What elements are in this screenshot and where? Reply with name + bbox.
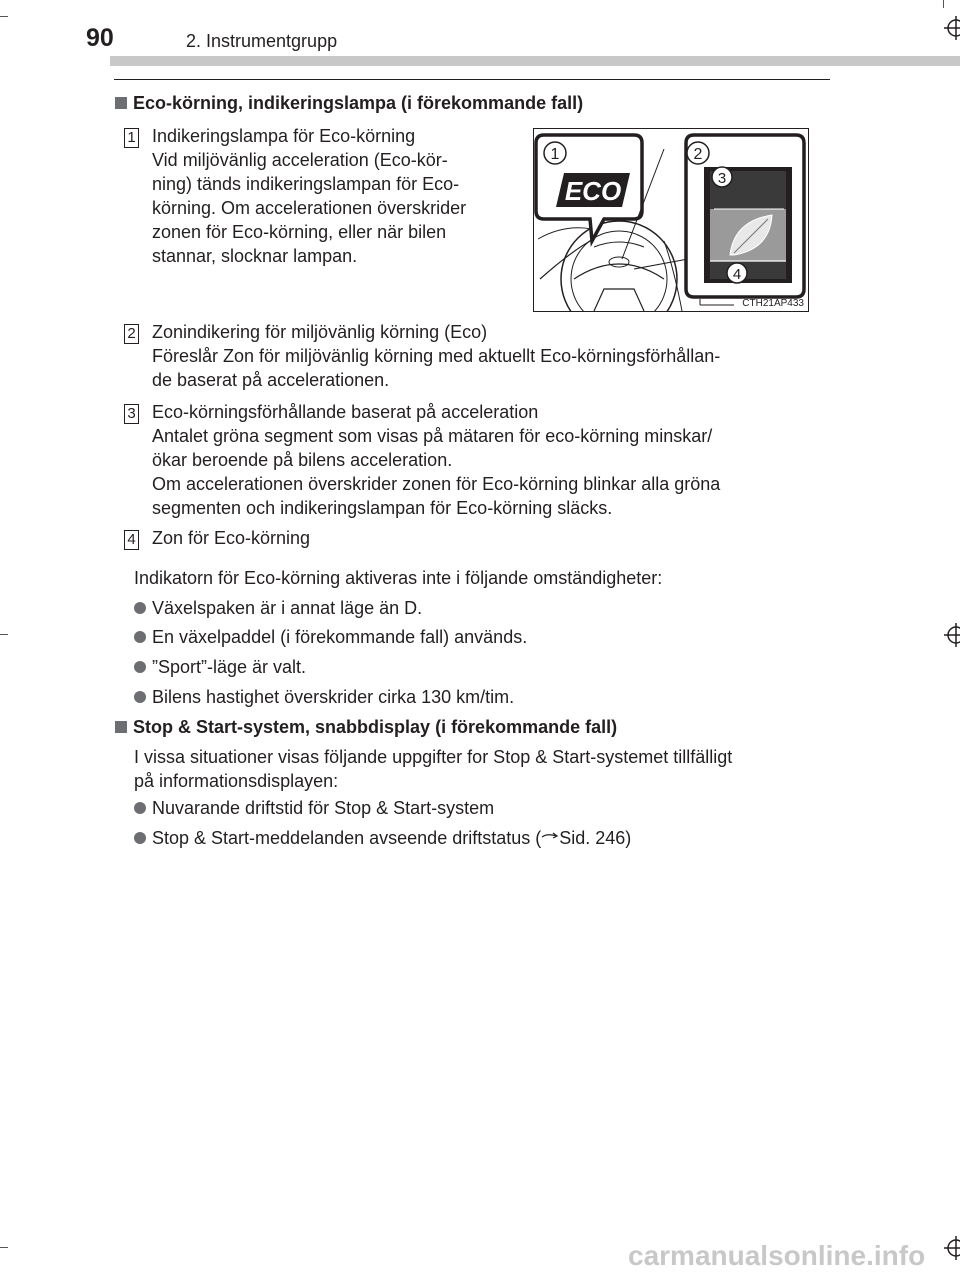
item-line: körning. Om accelerationen överskrider — [152, 198, 467, 218]
list-item-text: ”Sport”-läge är valt. — [152, 657, 307, 677]
eco-indicator-figure — [533, 128, 809, 312]
bullet-icon — [134, 802, 146, 814]
chapter-title: 2. Instrumentgrupp — [186, 31, 338, 51]
list-item — [134, 828, 631, 849]
list-item-text: Växelspaken är i annat läge än D. — [152, 598, 423, 618]
square-bullet-icon — [115, 97, 127, 109]
item-4 — [152, 526, 310, 550]
section-heading-text: Eco-körning, indikeringslampa (i förekommande fall) — [133, 93, 584, 113]
list-item — [134, 687, 514, 708]
eco-label: ECO — [564, 176, 622, 206]
list-item-text: En växelpaddel (i förekommande fall) används. — [152, 627, 528, 647]
item-line: Föreslår Zon för miljövänlig körning med aktuellt Eco-körningsförhållan- — [152, 346, 721, 366]
item-1 — [152, 124, 509, 268]
callout-number: 2 — [693, 146, 703, 163]
crop-mark — [0, 16, 8, 17]
item-title: Zon för Eco-körning — [152, 528, 311, 548]
registration-mark-icon — [944, 623, 960, 647]
item-2 — [152, 320, 800, 392]
crop-mark — [943, 0, 944, 8]
item-title: Indikeringslampa för Eco-körning — [152, 126, 416, 146]
callout-number: 1 — [550, 146, 560, 163]
section-heading — [115, 717, 617, 738]
page-reference-link[interactable]: Sid. 246) — [559, 828, 632, 848]
paragraph: Indikatorn för Eco-körning aktiveras inte i följande omständigheter: — [134, 568, 663, 588]
list-item — [134, 657, 306, 678]
callout-number: 4 — [732, 266, 742, 283]
list-item-text: Nuvarande driftstid för Stop & Start-system — [152, 798, 495, 818]
item-number: 2 — [124, 324, 139, 344]
item-title: Zonindikering för miljövänlig körning (Eco) — [152, 322, 488, 342]
square-bullet-icon — [115, 721, 127, 733]
bullet-icon — [134, 832, 146, 844]
arrow-right-icon — [541, 830, 559, 842]
list-item-text: Bilens hastighet överskrider cirka 130 km/tim. — [152, 687, 515, 707]
watermark: carmanualsonline.info — [628, 1240, 926, 1271]
callout-number: 3 — [717, 170, 727, 187]
item-line: ning) tänds indikeringslampan för Eco- — [152, 174, 460, 194]
crop-mark — [0, 1247, 8, 1248]
item-line: de baserat på accelerationen. — [152, 370, 390, 390]
registration-mark-icon — [944, 16, 960, 40]
item-number: 1 — [124, 128, 139, 148]
paragraph-line: I vissa situationer visas följande uppgifter for Stop & Start-systemet tillfälligt — [134, 747, 733, 767]
item-number: 3 — [124, 404, 139, 424]
dashboard-illustration — [534, 129, 808, 311]
bullet-icon — [134, 631, 146, 643]
figure-code: CTH21AP433 — [742, 298, 804, 309]
item-3 — [152, 400, 800, 520]
section-heading — [115, 93, 583, 114]
item-line: zonen för Eco-körning, eller när bilen — [152, 222, 447, 242]
header-rule — [114, 79, 830, 80]
item-title: Eco-körningsförhållande baserat på acceleration — [152, 402, 539, 422]
list-item-text: Stop & Start-meddelanden avseende driftstatus ( — [152, 828, 542, 848]
paragraph — [134, 745, 826, 793]
registration-mark-icon — [944, 1236, 960, 1260]
list-item — [134, 798, 494, 819]
item-number: 4 — [124, 530, 139, 550]
item-line: segmenten och indikeringslampan för Eco-körning släcks. — [152, 498, 613, 518]
item-line: Om accelerationen överskrider zonen för Eco-körning blinkar alla gröna — [152, 474, 721, 494]
item-line: Vid miljövänlig acceleration (Eco-kör- — [152, 150, 448, 170]
item-line: ökar beroende på bilens acceleration. — [152, 450, 453, 470]
page-number: 90 — [86, 24, 114, 52]
header-bar — [110, 56, 960, 66]
bullet-icon — [134, 691, 146, 703]
list-item — [134, 598, 422, 619]
item-line: Antalet gröna segment som visas på mätaren för eco-körning minskar/ — [152, 426, 713, 446]
paragraph-line: på informationsdisplayen: — [134, 771, 339, 791]
section-heading-text: Stop & Start-system, snabbdisplay (i förekommande fall) — [133, 717, 618, 737]
bullet-icon — [134, 661, 146, 673]
item-line: stannar, slocknar lampan. — [152, 246, 358, 266]
bullet-icon — [134, 602, 146, 614]
crop-mark — [0, 634, 8, 635]
list-item — [134, 627, 527, 648]
